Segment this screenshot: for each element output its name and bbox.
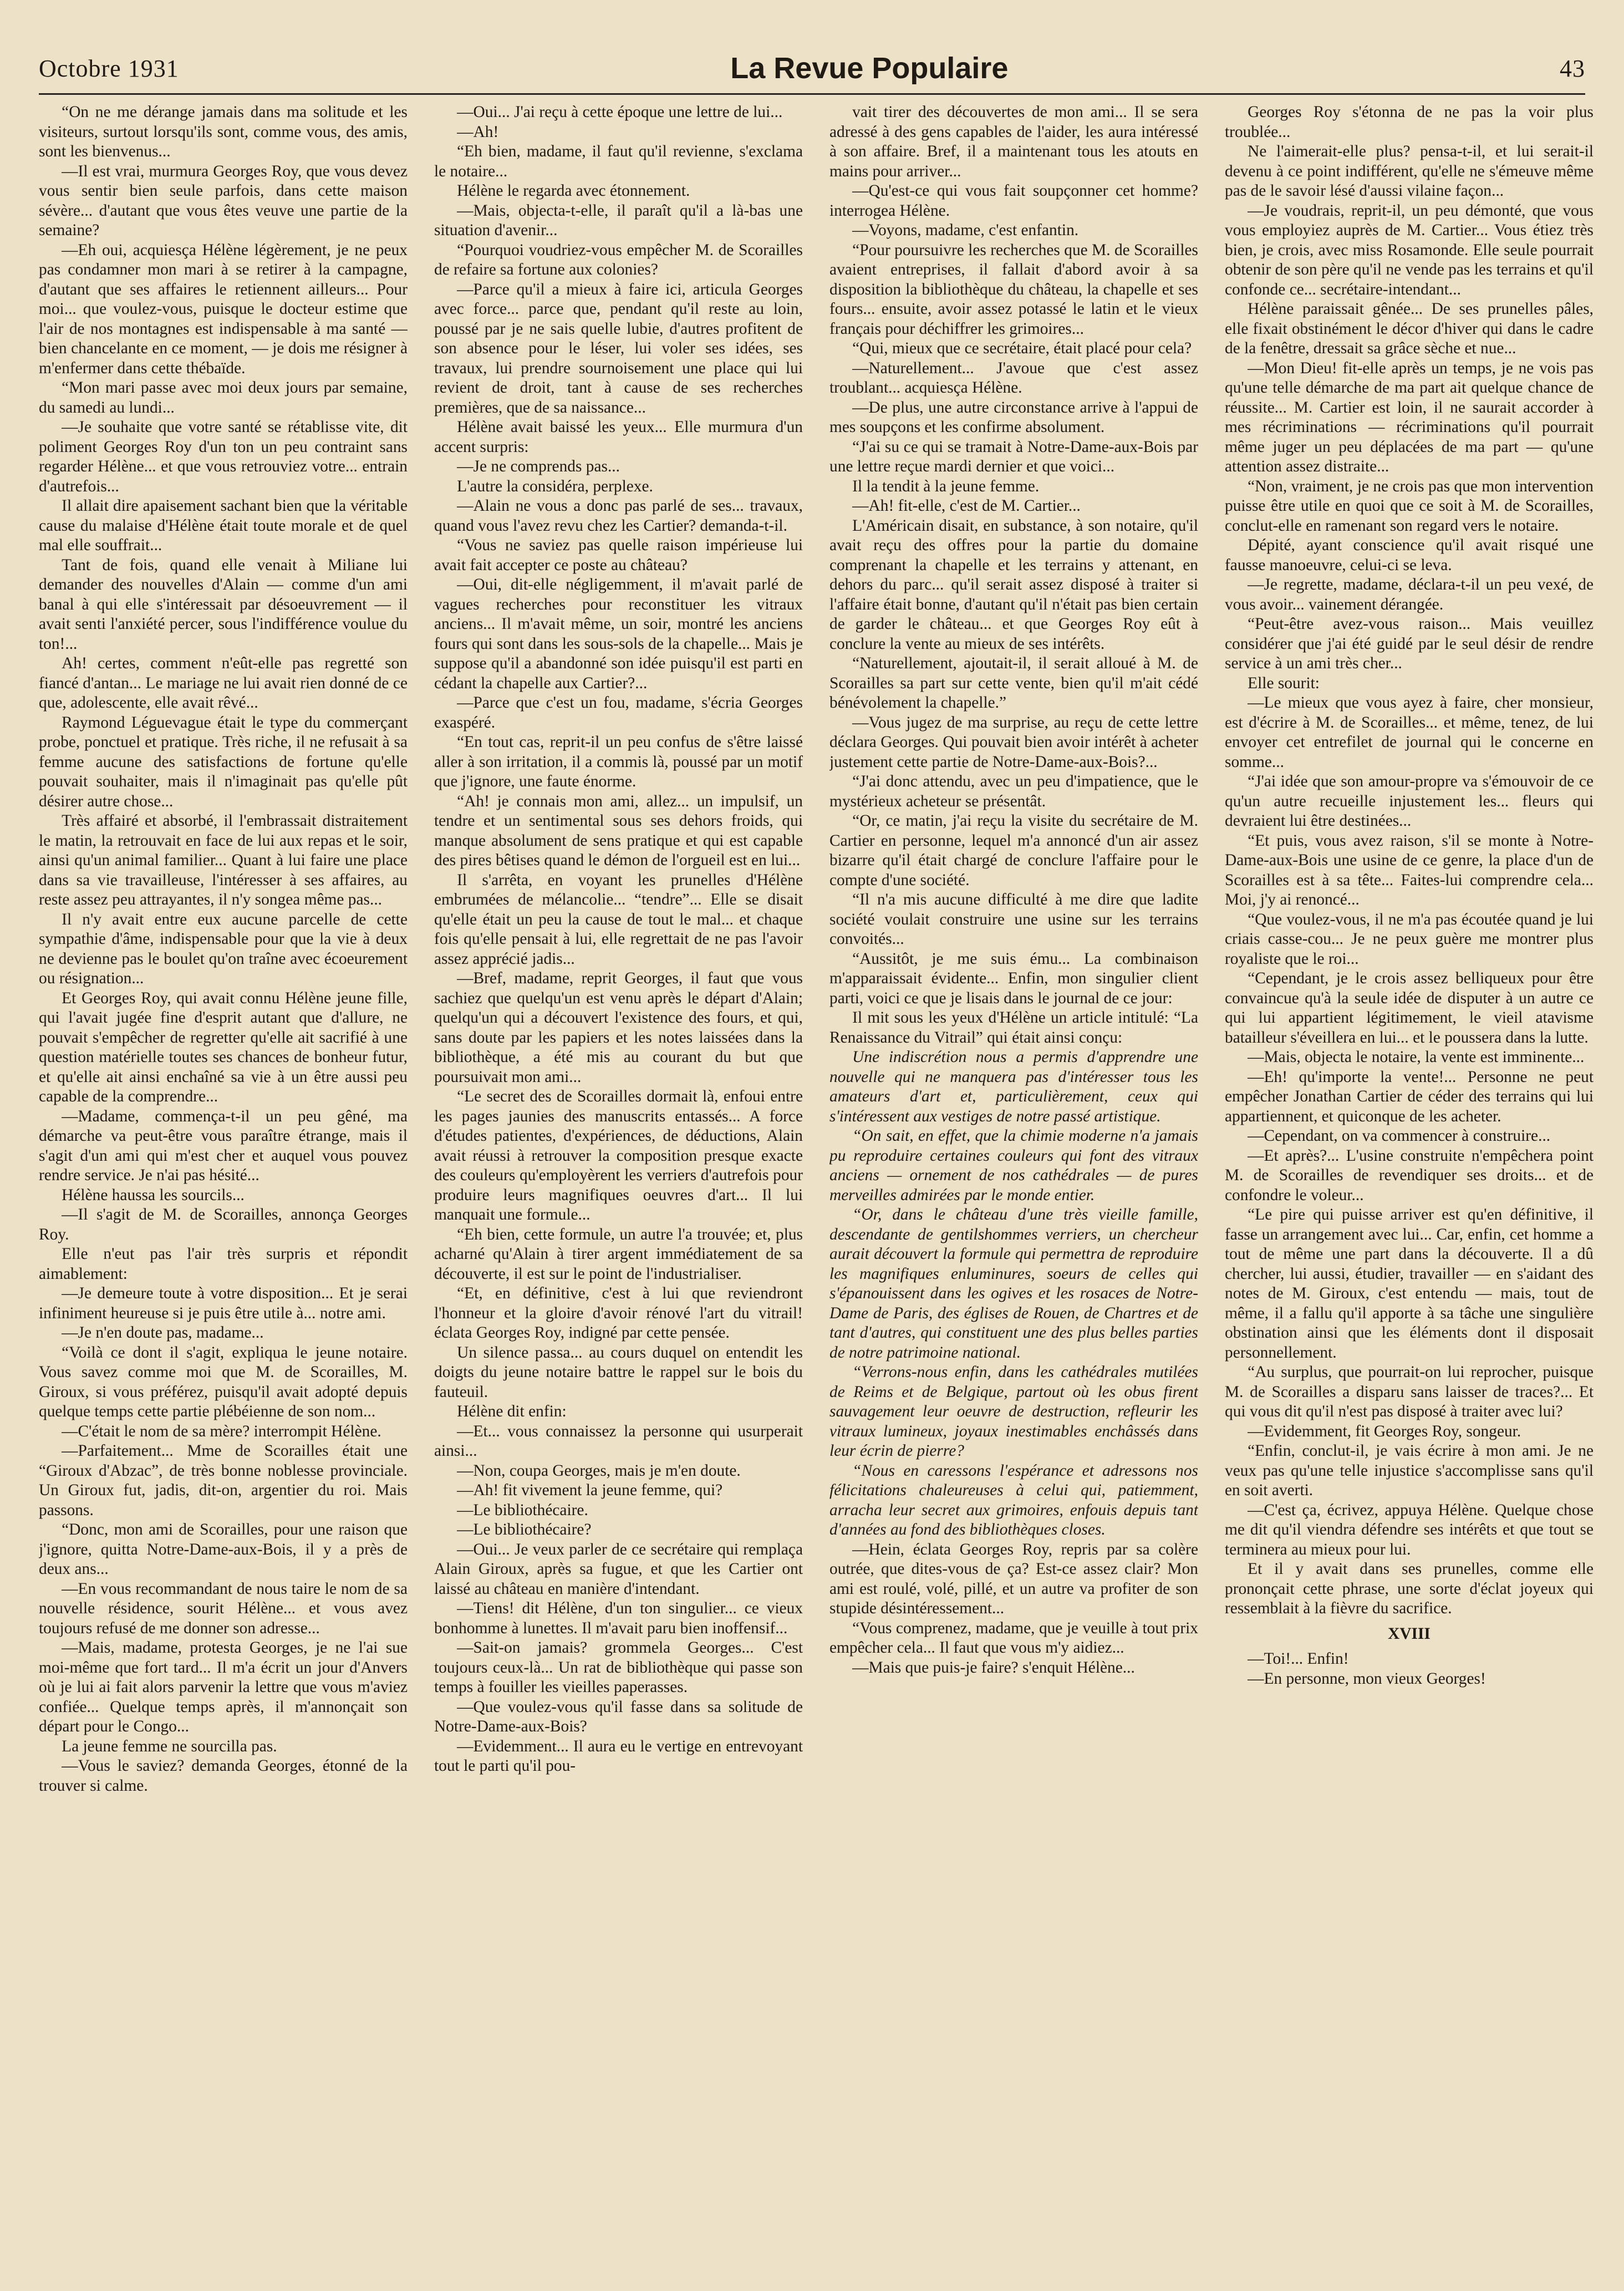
paragraph: Et Georges Roy, qui avait connu Hélène jeune fille, qui l'avait jugée fine d'esprit autant que d'allure, ne pouvait s'empêcher de regretter qu'elle ait sacrifié à une question matérielle toutes ses chances de bonheur futur, et qu'elle ait ainsi enchaîné sa vie à un être aussi peu capable de la comprendre... xyxy=(39,989,408,1105)
paragraph: Il s'arrêta, en voyant les prunelles d'Hélène embrumées de mélancolie... “tendre”... Elle se disait qu'elle était un peu la cause de tout le mal... et chaque fois qu'elle pensait à lui, elle regrettait de ne pas l'avoir assez apprécié jadis... xyxy=(434,871,803,968)
paragraph: “Non, vraiment, je ne crois pas que mon intervention puisse être utile en quoi que ce soit à M. de Scorailles, conclut-elle en ramenant son regard vers le notaire. xyxy=(1225,477,1594,535)
paragraph: “Vous comprenez, madame, que je veuille à tout prix empêcher cela... Il faut que vous m'y aidiez... xyxy=(829,1619,1198,1657)
paragraph: “Et puis, vous avez raison, s'il se monte à Notre-Dame-aux-Bois une usine de ce genre, la place d'un de Scorailles est à sa tête... Faites-lui comprendre cela... Moi, j'y ai renoncé... xyxy=(1225,831,1594,908)
paragraph: —Il est vrai, murmura Georges Roy, que vous devez vous sentir bien seule parfois, dans cette maison sévère... d'autant que vous êtes veuve une partie de la semaine? xyxy=(39,162,408,239)
paragraph: —Qu'est-ce qui vous fait soupçonner cet homme? interrogea Hélène. xyxy=(829,182,1198,220)
paragraph: —Je regrette, madame, déclara-t-il un peu vexé, de vous avoir... vainement dérangée. xyxy=(1225,576,1594,613)
issue-date: Octobre 1931 xyxy=(39,54,179,82)
paragraph: “Vous ne saviez pas quelle raison impérieuse lui avait fait accepter ce poste au château? xyxy=(434,536,803,574)
magazine-title: La Revue Populaire xyxy=(730,52,1009,85)
paragraph: “Le pire qui puisse arriver est qu'en définitive, il fasse un arrangement avec lui... Car, enfin, cet homme a tout de même une part dans la découverte. Il a dû chercher, lui aussi, étudier, travailler — en s'aidant des notes de M. Giroux, c'est entendu — mais, tout de même, il a fallu qu'il apporte à sa tâche une singulière obstination ainsi que les éléments dont il disposait personnellement. xyxy=(1225,1206,1594,1362)
paragraph: “On sait, en effet, que la chimie moderne n'a jamais pu reproduire certaines couleurs qui font des vitraux anciens — ornement de nos cathédrales — de pures merveilles admirées par le monde entier. xyxy=(829,1127,1198,1204)
paragraph: “Pour poursuivre les recherches que M. de Scorailles avaient entreprises, il fallait d'abord avoir à sa disposition la bibliothèque du château, la chapelle et ses fours... ensuite, avoir assez potassé le latin et le vieux français pour déchiffrer les grimoires... xyxy=(829,241,1198,338)
paragraph: —Mais que puis-je faire? s'enquit Hélène... xyxy=(852,1658,1135,1677)
paragraph: —Non, coupa Georges, mais je m'en doute. xyxy=(457,1461,741,1480)
paragraph: Ah! certes, comment n'eût-elle pas regretté son fiancé d'antan... Le mariage ne lui avait rien donné de ce que, adolescente, elle avait rêvé... xyxy=(39,654,408,712)
paragraph: “Eh bien, cette formule, un autre l'a trouvée; et, plus acharné qu'Alain à tirer argent immédiatement de sa découverte, il est sur le point de l'industrialiser. xyxy=(434,1225,803,1283)
paragraph: —Oui... Je veux parler de ce secrétaire qui remplaça Alain Giroux, après sa fugue, et que les Cartier ont laissé au château en manière d'intendant. xyxy=(434,1540,803,1598)
paragraph: “Et, en définitive, c'est à lui que reviendront l'honneur et la gloire d'avoir rénové l'art du vitrail! éclata Georges Roy, indigné par cette pensée. xyxy=(434,1284,803,1342)
paragraph: —Ah! fit-elle, c'est de M. Cartier... xyxy=(852,497,1081,515)
paragraph: —Sait-on jamais? grommela Georges... C'est toujours ceux-là... Un rat de bibliothèque qui passe son temps à fouiller les vieilles paperasses. xyxy=(434,1639,803,1696)
paragraph: “Or, ce matin, j'ai reçu la visite du secrétaire de M. Cartier en personne, lequel m'a annoncé d'un air assez bizarre qu'il était chargé de conclure l'affaire pour le compte d'une société. xyxy=(829,812,1198,889)
paragraph: —Voyons, madame, c'est enfantin. xyxy=(852,221,1079,239)
page-header xyxy=(39,43,1585,95)
column-1 xyxy=(39,103,408,2258)
paragraph: Très affairé et absorbé, il l'embrassait distraitement le matin, la retrouvait en face de lui aux repas et le soir, ainsi qu'un animal familier... Quant à lui faire une place dans sa vie travailleuse, l'intéresser à ses affaires, au reste assez peu attrayantes, il n'y songea même pas... xyxy=(39,812,408,908)
paragraph: —Je souhaite que votre santé se rétablisse vite, dit poliment Georges Roy d'un ton un peu contraint sans regarder Hélène... et que vous retrouviez votre... entrain d'autrefois... xyxy=(39,418,408,495)
paragraph: —Evidemment, fit Georges Roy, songeur. xyxy=(1248,1422,1521,1440)
paragraph: Et il y avait dans ses prunelles, comme elle prononçait cette phrase, une sorte d'éclat joyeux qui ressemblait à la fièvre du sacrifice. xyxy=(1225,1560,1594,1617)
paragraph: “Eh bien, madame, il faut qu'il revienne, s'exclama le notaire... xyxy=(434,143,803,180)
paragraph: Georges Roy s'étonna de ne pas la voir plus troublée... xyxy=(1225,103,1594,141)
paragraph: —Vous le saviez? demanda Georges, étonné de la trouver si calme. xyxy=(39,1757,408,1795)
paragraph: —Mais, objecta le notaire, la vente est imminente... xyxy=(1248,1048,1585,1066)
page-number: 43 xyxy=(1559,54,1585,82)
paragraph: “Donc, mon ami de Scorailles, pour une raison que j'ignore, quitta Notre-Dame-aux-Bois, il y a près de deux ans... xyxy=(39,1521,408,1578)
article-columns xyxy=(39,103,1594,2258)
paragraph: “Le secret des de Scorailles dormait là, enfoui entre les pages jaunies des manuscrits entassés... A force d'études patientes, d'expériences, de déductions, Alain avait réussi à retrouver la composition presque exacte des couleurs qu'employèrent les verriers d'autrefois pour produire leurs magnifiques oeuvres d'art... Il lui manquait une formule... xyxy=(434,1088,803,1223)
paragraph: “Pourquoi voudriez-vous empêcher M. de Scorailles de refaire sa fortune aux colonies? xyxy=(434,241,803,278)
paragraph: Hélène dit enfin: xyxy=(457,1403,567,1420)
paragraph: “Qui, mieux que ce secrétaire, était placé pour cela? xyxy=(852,339,1192,357)
paragraph: Il la tendit à la jeune femme. xyxy=(852,477,1040,495)
paragraph: “Ah! je connais mon ami, allez... un impulsif, un tendre et un sentimental sous ses dehors froids, qui manque absolument de sens pratique et qui est capable des pires bêtises quand le démon de l'orgueil est en lui... xyxy=(434,792,803,869)
paragraph: Elle sourit: xyxy=(1248,674,1320,692)
paragraph: —Eh oui, acquiesça Hélène légèrement, je ne peux pas condamner mon mari à se retirer à la campagne, d'autant que ses affaires le retiennent ailleurs... Pour moi... que voulez-vous, puisque le docteur estime que l'air de nos montagnes est indispensable à ma santé — bien chancelante en ce moment, — je dois me résigner à m'enfermer dans cette thébaïde. xyxy=(39,241,408,377)
paragraph: —Alain ne vous a donc pas parlé de ses... travaux, quand vous l'avez revu chez les Cartier? demanda-t-il. xyxy=(434,497,803,535)
paragraph: “Au surplus, que pourrait-on lui reprocher, puisque M. de Scorailles a disparu sans laisser de traces?... Et qui vous dit qu'il n'est pas disposé à traiter avec lui? xyxy=(1225,1363,1594,1420)
paragraph: “Aussitôt, je me suis ému... La combinaison m'apparaissait évidente... Enfin, mon singulier client parti, voici ce que je lisais dans le journal de ce jour: xyxy=(829,949,1198,1007)
section-heading: XVIII xyxy=(1388,1624,1430,1643)
paragraph: —Ah! fit vivement la jeune femme, qui? xyxy=(457,1481,723,1499)
paragraph: “Voilà ce dont il s'agit, expliqua le jeune notaire. Vous savez comme moi que M. de Scorailles, M. Giroux, si vous préférez, puisqu'il avait adopté depuis quelque temps cette partie plébéienne de son nom... xyxy=(39,1343,408,1420)
paragraph: Hélène le regarda avec étonnement. xyxy=(457,182,690,200)
paragraph: —Je n'en doute pas, madame... xyxy=(62,1324,264,1342)
paragraph: “J'ai donc attendu, avec un peu d'impatience, que le mystérieux acheteur se présentât. xyxy=(829,773,1198,810)
paragraph: “Mon mari passe avec moi deux jours par semaine, du samedi au lundi... xyxy=(39,379,408,416)
paragraph: —Ah! xyxy=(457,123,499,141)
paragraph: L'autre la considéra, perplexe. xyxy=(457,477,653,495)
paragraph: “En tout cas, reprit-il un peu confus de s'être laissé aller à son irritation, il a commis là, poussé par un motif que j'ignore, une faute énorme. xyxy=(434,733,803,790)
column-4 xyxy=(1225,103,1594,2258)
paragraph: —Je ne comprends pas... xyxy=(457,458,620,475)
paragraph: Il n'y avait entre eux aucune parcelle de cette sympathie d'âme, indispensable pour que la vie à deux ne devienne pas le boulet qu'on traîne avec écoeurement ou résignation... xyxy=(39,910,408,987)
paragraph: “Verrons-nous enfin, dans les cathédrales mutilées de Reims et de Belgique, partout où les obus firent sauvagement leur oeuvre de destruction, refleurir les vitraux lumineux, joyaux inestimables enchâssés dans leur écrin de pierre? xyxy=(829,1363,1198,1460)
paragraph: —Bref, madame, reprit Georges, il faut que vous sachiez que quelqu'un est venu après le départ d'Alain; quelqu'un qui a découvert l'existence des fours, et qui, sans doute par les papiers et les notes laissées dans la bibliothèque, a été mis au courant du but que poursuivait mon ami... xyxy=(434,969,803,1086)
paragraph: —Vous jugez de ma surprise, au reçu de cette lettre déclara Georges. Qui pouvait bien avoir intérêt à acheter justement cette partie de Notre-Dame-aux-Bois?... xyxy=(829,713,1198,771)
paragraph: —C'est ça, écrivez, appuya Hélène. Quelque chose me dit qu'il viendra défendre ses intérêts et que tout se terminera au mieux pour lui. xyxy=(1225,1501,1594,1558)
paragraph: Une indiscrétion nous a permis d'apprendre une nouvelle qui ne manquera pas d'intéresser tous les amateurs d'art et, particulièrement, ceux qui s'intéressent aux vestiges de notre passé artistique. xyxy=(829,1048,1198,1125)
paragraph: —Le bibliothécaire? xyxy=(457,1521,592,1538)
paragraph: Il mit sous les yeux d'Hélène un article intitulé: “La Renaissance du Vitrail” qui était ainsi conçu: xyxy=(829,1009,1198,1047)
paragraph: “Que voulez-vous, il ne m'a pas écoutée quand je lui criais casse-cou... Je ne peux guère me montrer plus royaliste que le roi... xyxy=(1225,910,1594,968)
paragraph: —Hein, éclata Georges Roy, repris par sa colère outrée, que dites-vous de ça? Est-ce assez clair? Mon ami est roulé, volé, pillé, et un autre va profiter de son stupide désintéressement... xyxy=(829,1540,1198,1617)
paragraph: Tant de fois, quand elle venait à Miliane lui demander des nouvelles d'Alain — comme d'un ami banal à qui elle s'intéressait par désoeuvrement — il avait senti l'anxiété percer, sous l'indifférence voulue du ton!... xyxy=(39,556,408,653)
paragraph: —Il s'agit de M. de Scorailles, annonça Georges Roy. xyxy=(39,1206,408,1243)
paragraph: —Le mieux que vous ayez à faire, cher monsieur, est d'écrire à M. de Scorailles... et même, tenez, de lui envoyer cet entrefilet de journal qui le concerne en somme... xyxy=(1225,694,1594,771)
paragraph: “Naturellement, ajoutait-il, il serait alloué à M. de Scorailles sa part sur cette vente, bien qu'il m'ait cédé bénévolement la chapelle.” xyxy=(829,654,1198,712)
paragraph: —Toi!... Enfin! xyxy=(1248,1650,1349,1668)
paragraph: “On ne me dérange jamais dans ma solitude et les visiteurs, surtout lorsqu'ils sont, comme vous, des amis, sont les bienvenus... xyxy=(39,103,408,160)
paragraph: “Enfin, conclut-il, je vais écrire à mon ami. Je ne veux pas qu'une telle injustice s'accomplisse sans qu'il en soit averti. xyxy=(1225,1442,1594,1499)
paragraph: —Oui... J'ai reçu à cette époque une lettre de lui... xyxy=(457,103,783,121)
paragraph: —Et... vous connaissez la personne qui usurperait ainsi... xyxy=(434,1422,803,1460)
paragraph: Il allait dire apaisement sachant bien que la véritable cause du malaise d'Hélène était toute morale et de quel mal elle souffrait... xyxy=(39,497,408,554)
paragraph: —Mais, objecta-t-elle, il paraît qu'il a là-bas une situation d'avenir... xyxy=(434,201,803,239)
paragraph: —En personne, mon vieux Georges! xyxy=(1248,1669,1486,1688)
paragraph: —Je demeure toute à votre disposition... Et je serai infiniment heureuse si je puis être utile à... notre ami. xyxy=(39,1284,408,1322)
paragraph: “Il n'a mis aucune difficulté à me dire que ladite société voulait construire une usine sur les terrains convoités... xyxy=(829,891,1198,948)
paragraph: “J'ai idée que son amour-propre va s'émouvoir de ce qu'un autre recueille injustement les... fleurs qui devraient lui être destinées... xyxy=(1225,773,1594,830)
paragraph: Dépité, ayant conscience qu'il avait risqué une fausse manoeuvre, celui-ci se leva. xyxy=(1225,536,1594,574)
paragraph: Hélène avait baissé les yeux... Elle murmura d'un accent surpris: xyxy=(434,418,803,456)
paragraph: Un silence passa... au cours duquel on entendit les doigts du jeune notaire battre le rappel sur le bois du fauteuil. xyxy=(434,1343,803,1401)
paragraph: —Je voudrais, reprit-il, un peu démonté, que vous vous employiez auprès de M. Cartier... Vous étiez très bien, je crois, avec miss Rosamonde. Elle seule pourrait obtenir de son père qu'il ne vende pas les terrains et qu'il confonde ce... secrétaire-intendant... xyxy=(1225,201,1594,298)
paragraph: “Nous en caressons l'espérance et adressons nos félicitations chaleureuses à celui qui, patiemment, arracha leur secret aux grimoires, enfouis depuis tant d'années au fond des bibliothèques closes. xyxy=(829,1461,1198,1538)
paragraph: Hélène paraissait gênée... De ses prunelles pâles, elle fixait obstinément le décor d'hiver qui dans le cadre de la fenêtre, dressait sa grâce sèche et nue... xyxy=(1225,300,1594,357)
paragraph: Raymond Léguevague était le type du commerçant probe, ponctuel et pratique. Très riche, il ne refusait à sa femme aucune des satisfactions de fortune qu'elle pouvait souhaiter, mais il n'imaginait pas qu'elle pût désirer autre chose... xyxy=(39,713,408,810)
paragraph: “J'ai su ce qui se tramait à Notre-Dame-aux-Bois par une lettre reçue mardi dernier et que voici... xyxy=(829,438,1198,475)
paragraph: “Or, dans le château d'une très vieille famille, descendante de gentilshommes verriers, un chercheur aurait découvert la formule qui permettra de reproduire les magnifiques enluminures, soeurs de celles qui s'épanouissent dans les ogives et les rosaces de Notre-Dame de Paris, des églises de Rouen, de Chartres et de tant d'autres, qui constituent une des plus belles parties de notre patrimoine national. xyxy=(829,1206,1198,1362)
paragraph: —Mon Dieu! fit-elle après un temps, je ne vois pas qu'une telle démarche de ma part ait quelque chance de réussite... M. Cartier est loin, il ne saurait accorder à mes récriminations — récriminations qu'il pourrait même juger un peu déplacées de ma part — qu'une attention assez distraite... xyxy=(1225,359,1594,475)
paragraph: —Oui, dit-elle négligemment, il m'avait parlé de vagues recherches pour reconstituer les vitraux anciens... Il m'avait même, un soir, montré les anciens fours qui sont dans les sous-sols de la chapelle... Mais je suppose qu'il a abandonné son idée puisqu'il est parti en cédant la chapelle aux Cartier?... xyxy=(434,576,803,692)
paragraph: —Parce que c'est un fou, madame, s'écria Georges exaspéré. xyxy=(434,694,803,732)
paragraph: —C'était le nom de sa mère? interrompit Hélène. xyxy=(62,1422,381,1440)
column-2 xyxy=(434,103,803,2258)
paragraph: —Madame, commença-t-il un peu gêné, ma démarche va peut-être vous paraître étrange, mais il s'agit d'un ami qui m'est cher et auquel vous pouvez rendre service. Je n'ai pas hésité... xyxy=(39,1107,408,1184)
paragraph: —Eh! qu'importe la vente!... Personne ne peut empêcher Jonathan Cartier de céder des terrains qui lui appartiennent, et quiconque de les acheter. xyxy=(1225,1068,1594,1125)
paragraph: —Evidemment... Il aura eu le vertige en entrevoyant tout le parti qu'il pou- xyxy=(434,1737,803,1775)
paragraph: —Tiens! dit Hélène, d'un ton singulier... ce vieux bonhomme à lunettes. Il m'avait paru bien inoffensif... xyxy=(434,1599,803,1637)
paragraph: —Parce qu'il a mieux à faire ici, articula Georges avec force... parce que, pendant qu'il reste au loin, poussé par je ne sais quelle lubie, d'autres profitent de son absence pour le léser, lui voler ses idées, ses travaux, lui prendre sournoisement une place qui lui revient de droit, tant à cause de ses recherches premières, que de sa naissance... xyxy=(434,280,803,416)
paragraph: Ne l'aimerait-elle plus? pensa-t-il, et lui serait-il devenu à ce point indifférent, qu'elle ne s'émeuve même pas de le savoir lésé d'aussi vilaine façon... xyxy=(1225,143,1594,200)
paragraph: —De plus, une autre circonstance arrive à l'appui de mes soupçons et les confirme absolument. xyxy=(829,398,1198,436)
paragraph: vait tirer des découvertes de mon ami... Il se sera adressé à des gens capables de l'aider, les aura intéressé à son affaire. Bref, il a maintenant tous les atouts en mains pour arriver... xyxy=(829,103,1198,180)
paragraph: —Naturellement... J'avoue que c'est assez troublant... acquiesça Hélène. xyxy=(829,359,1198,397)
paragraph: —Le bibliothécaire. xyxy=(457,1501,588,1519)
paragraph: “Peut-être avez-vous raison... Mais veuillez considérer que j'ai été guidé par le seul désir de rendre service à un ami très cher... xyxy=(1225,615,1594,672)
paragraph: —Mais, madame, protesta Georges, je ne l'ai sue moi-même que fort tard... Il m'a écrit un jour d'Anvers où je lui ai fait alors parvenir la lettre que vous m'aviez confiée... Quelque temps après, il m'annonçait son départ pour le Congo... xyxy=(39,1639,408,1735)
paragraph: L'Américain disait, en substance, à son notaire, qu'il avait reçu des offres pour la partie du domaine comprenant la chapelle et les terrains y attenant, en dehors du parc... qu'il serait assez disposé à traiter si l'affaire était bonne, d'autant qu'il n'était pas bien certain de garder le château... et que Georges Roy eût à conclure la vente au mieux de ses intérêts. xyxy=(829,516,1198,653)
paragraph: —Cependant, on va commencer à construire... xyxy=(1248,1127,1551,1145)
paragraph: —En vous recommandant de nous taire le nom de sa nouvelle résidence, sourit Hélène... et vous avez toujours refusé de me donner son adresse... xyxy=(39,1579,408,1637)
paragraph: “Cependant, je le crois assez belliqueux pour être convaincue qu'à la seule idée de disputer à un autre ce qui lui appartient légitimement, le vieil atavisme batailleur s'éveillera en lui... et le poussera dans la lutte. xyxy=(1225,969,1594,1047)
paragraph: —Parfaitement... Mme de Scorailles était une “Giroux d'Abzac”, de très bonne noblesse provinciale. Un Giroux fut, jadis, dit-on, argentier du roi. Mais passons. xyxy=(39,1442,408,1519)
paragraph: Hélène haussa les sourcils... xyxy=(62,1186,245,1204)
column-3 xyxy=(829,103,1198,2258)
paragraph: La jeune femme ne sourcilla pas. xyxy=(62,1737,277,1755)
paragraph: —Et après?... L'usine construite n'empêchera point M. de Scorailles de revendiquer ses droits... et de confondre le voleur... xyxy=(1225,1146,1594,1204)
paragraph: Elle n'eut pas l'air très surpris et répondit aimablement: xyxy=(39,1245,408,1283)
paragraph: —Que voulez-vous qu'il fasse dans sa solitude de Notre-Dame-aux-Bois? xyxy=(434,1698,803,1735)
